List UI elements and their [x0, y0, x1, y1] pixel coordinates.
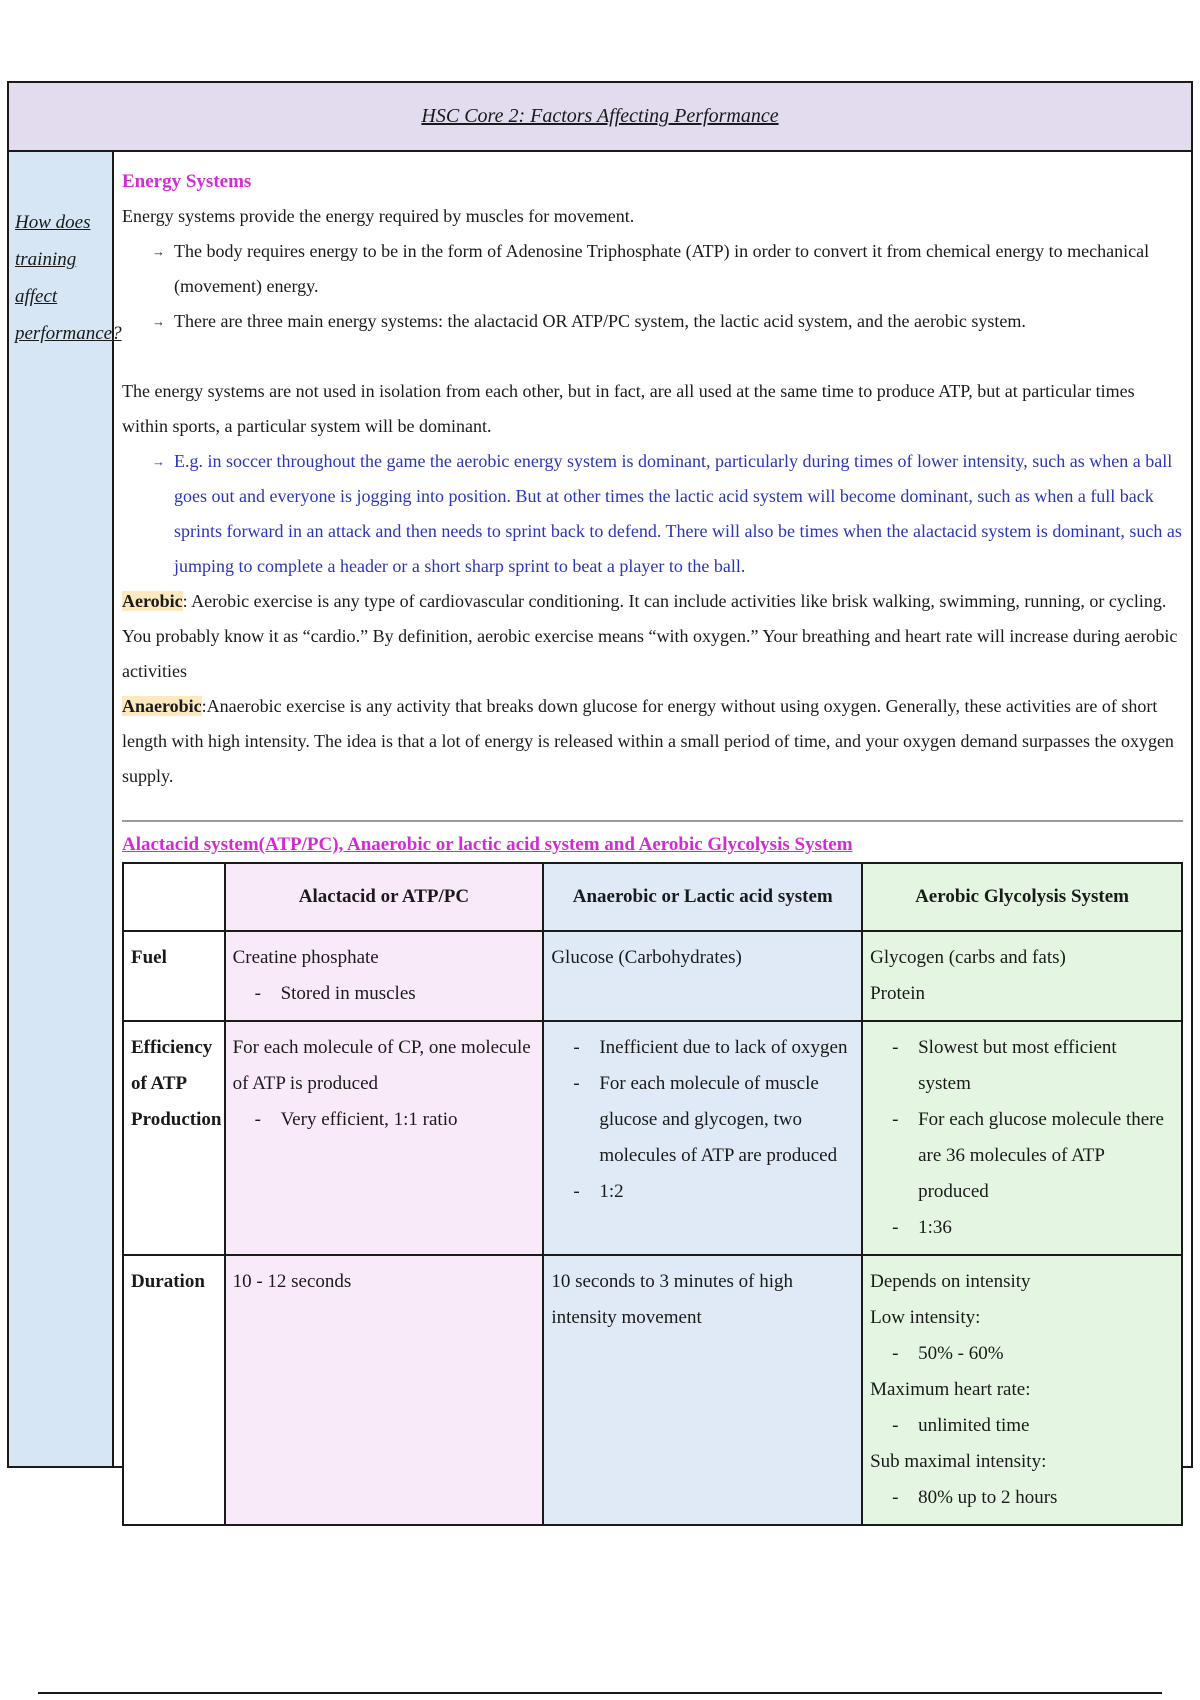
divider: [122, 820, 1183, 822]
row-label: Efficiency of ATP Production: [123, 1021, 225, 1255]
cell-text: Sub maximal intensity:: [870, 1451, 1047, 1472]
document-body: [9, 152, 1191, 1508]
content-column: [114, 152, 1191, 1508]
table-cell: [225, 1021, 544, 1255]
guiding-question-line: training affect: [15, 249, 77, 307]
column-header: Aerobic Glycolysis System: [862, 863, 1182, 931]
guiding-question-line: How does: [15, 212, 91, 233]
list-item: - 1:36: [892, 1210, 1174, 1246]
table-header-row: [123, 863, 1182, 931]
energy-systems-table: [122, 862, 1183, 1526]
column-header: [123, 863, 225, 931]
example-item: → E.g. in soccer throughout the game the aerobic energy system is dominant, particularly during times of lower intensity, such as when a ball goes out and everyone is jogging into position. But at other times the lactic acid system will become dominant, such as when a full back sprints forward in an attack and then needs to sprint back to defend. There will also be times when the alactacid system is dominant, such as jumping to complete a header or a short sharp sprint to beat a player to the ball.: [152, 444, 1183, 584]
table-cell: [225, 1255, 544, 1525]
cell-list: [551, 1030, 854, 1210]
cell-list: [870, 1030, 1174, 1246]
cell-text: Maximum heart rate:: [870, 1379, 1031, 1400]
column-header: Alactacid or ATP/PC: [225, 863, 544, 931]
cell-text: For each molecule of CP, one molecule of ATP is produced: [232, 1037, 531, 1094]
table-cell: [543, 1021, 862, 1255]
table-row: [123, 1021, 1182, 1255]
guiding-question: [15, 204, 122, 352]
table-cell: [862, 931, 1182, 1021]
list-item: - Stored in muscles: [255, 976, 536, 1012]
document-header: [9, 83, 1191, 152]
section-heading: Energy Systems: [122, 171, 252, 192]
cell-list: [870, 1480, 1174, 1516]
list-item: - For each glucose molecule there are 36 molecules of ATP produced: [892, 1102, 1174, 1210]
cell-text: Glucose (Carbohydrates): [551, 947, 742, 968]
anaerobic-definition: [122, 689, 1183, 794]
anaerobic-term: Anaerobic: [122, 696, 202, 716]
table-row: [123, 931, 1182, 1021]
page-title: HSC Core 2: Factors Affecting Performance: [421, 105, 779, 127]
anaerobic-text: :Anaerobic exercise is any activity that breaks down glucose for energy without using oxygen. Generally, these activities are of short length with high intensity. The idea is that a lot of energy is released within a small period of time, and your oxygen demand surpasses the oxygen supply.: [122, 696, 1174, 786]
isolation-paragraph: The energy systems are not used in isolation from each other, but in fact, are all used at the same time to produce ATP, but at particular times within sports, a particular system will be dominant.: [122, 381, 1135, 436]
table-cell: [543, 1255, 862, 1525]
table-cell: [225, 931, 544, 1021]
list-item: - 1:2: [573, 1174, 854, 1210]
cell-text: 10 seconds to 3 minutes of high intensity movement: [551, 1271, 794, 1328]
aerobic-definition: [122, 584, 1183, 689]
row-label: Duration: [123, 1255, 225, 1525]
list-item: - unlimited time: [892, 1408, 1174, 1444]
notes-document: [7, 81, 1193, 1508]
cell-list: [233, 976, 536, 1012]
aerobic-text: : Aerobic exercise is any type of cardiovascular conditioning. It can include activities like brisk walking, swimming, running, or cycling. You probably know it as “cardio.” By definition, aerobic exercise means “with oxygen.” Your breathing and heart rate will increase during aerobic activities: [122, 591, 1178, 681]
intro-list: [122, 234, 1183, 339]
list-item: → The body requires energy to be in the form of Adenosine Triphosphate (ATP) in order to convert it from chemical energy to mechanical (movement) energy.: [152, 234, 1183, 304]
guiding-question-line: performance?: [15, 323, 122, 344]
list-item: - 80% up to 2 hours: [892, 1480, 1174, 1516]
cell-text: Depends on intensity: [870, 1271, 1031, 1292]
cell-text: Low intensity:: [870, 1307, 981, 1328]
table-cell: [862, 1021, 1182, 1255]
row-label: Fuel: [123, 931, 225, 1021]
cell-list: [870, 1336, 1174, 1372]
list-item: - Inefficient due to lack of oxygen: [573, 1030, 854, 1066]
cell-text: Protein: [870, 983, 925, 1004]
table-row: [123, 1255, 1182, 1525]
list-item: - Slowest but most efficient system: [892, 1030, 1174, 1102]
list-item: → There are three main energy systems: the alactacid OR ATP/PC system, the lactic acid system, and the aerobic system.: [152, 304, 1183, 339]
list-item: - 50% - 60%: [892, 1336, 1174, 1372]
cell-list: [233, 1102, 536, 1138]
lead-paragraph: Energy systems provide the energy required by muscles for movement.: [122, 206, 635, 226]
cell-text: Glycogen (carbs and fats): [870, 947, 1066, 968]
question-column: [9, 152, 122, 1466]
example-list: [122, 444, 1183, 584]
cell-text: 10 - 12 seconds: [232, 1271, 352, 1292]
aerobic-term: Aerobic: [122, 591, 183, 611]
cell-list: [870, 1408, 1174, 1444]
column-header: Anaerobic or Lactic acid system: [543, 863, 862, 931]
table-cell: [862, 1255, 1182, 1525]
table-heading: Alactacid system(ATP/PC), Anaerobic or lactic acid system and Aerobic Glycolysis System: [122, 834, 853, 855]
spacer: [122, 339, 1183, 374]
list-item: - Very efficient, 1:1 ratio: [255, 1102, 536, 1138]
list-item: - For each molecule of muscle glucose and glycogen, two molecules of ATP are produced: [573, 1066, 854, 1174]
cell-text: Creatine phosphate: [232, 947, 379, 968]
page-footer-rule: [38, 1692, 1162, 1694]
table-cell: [543, 931, 862, 1021]
